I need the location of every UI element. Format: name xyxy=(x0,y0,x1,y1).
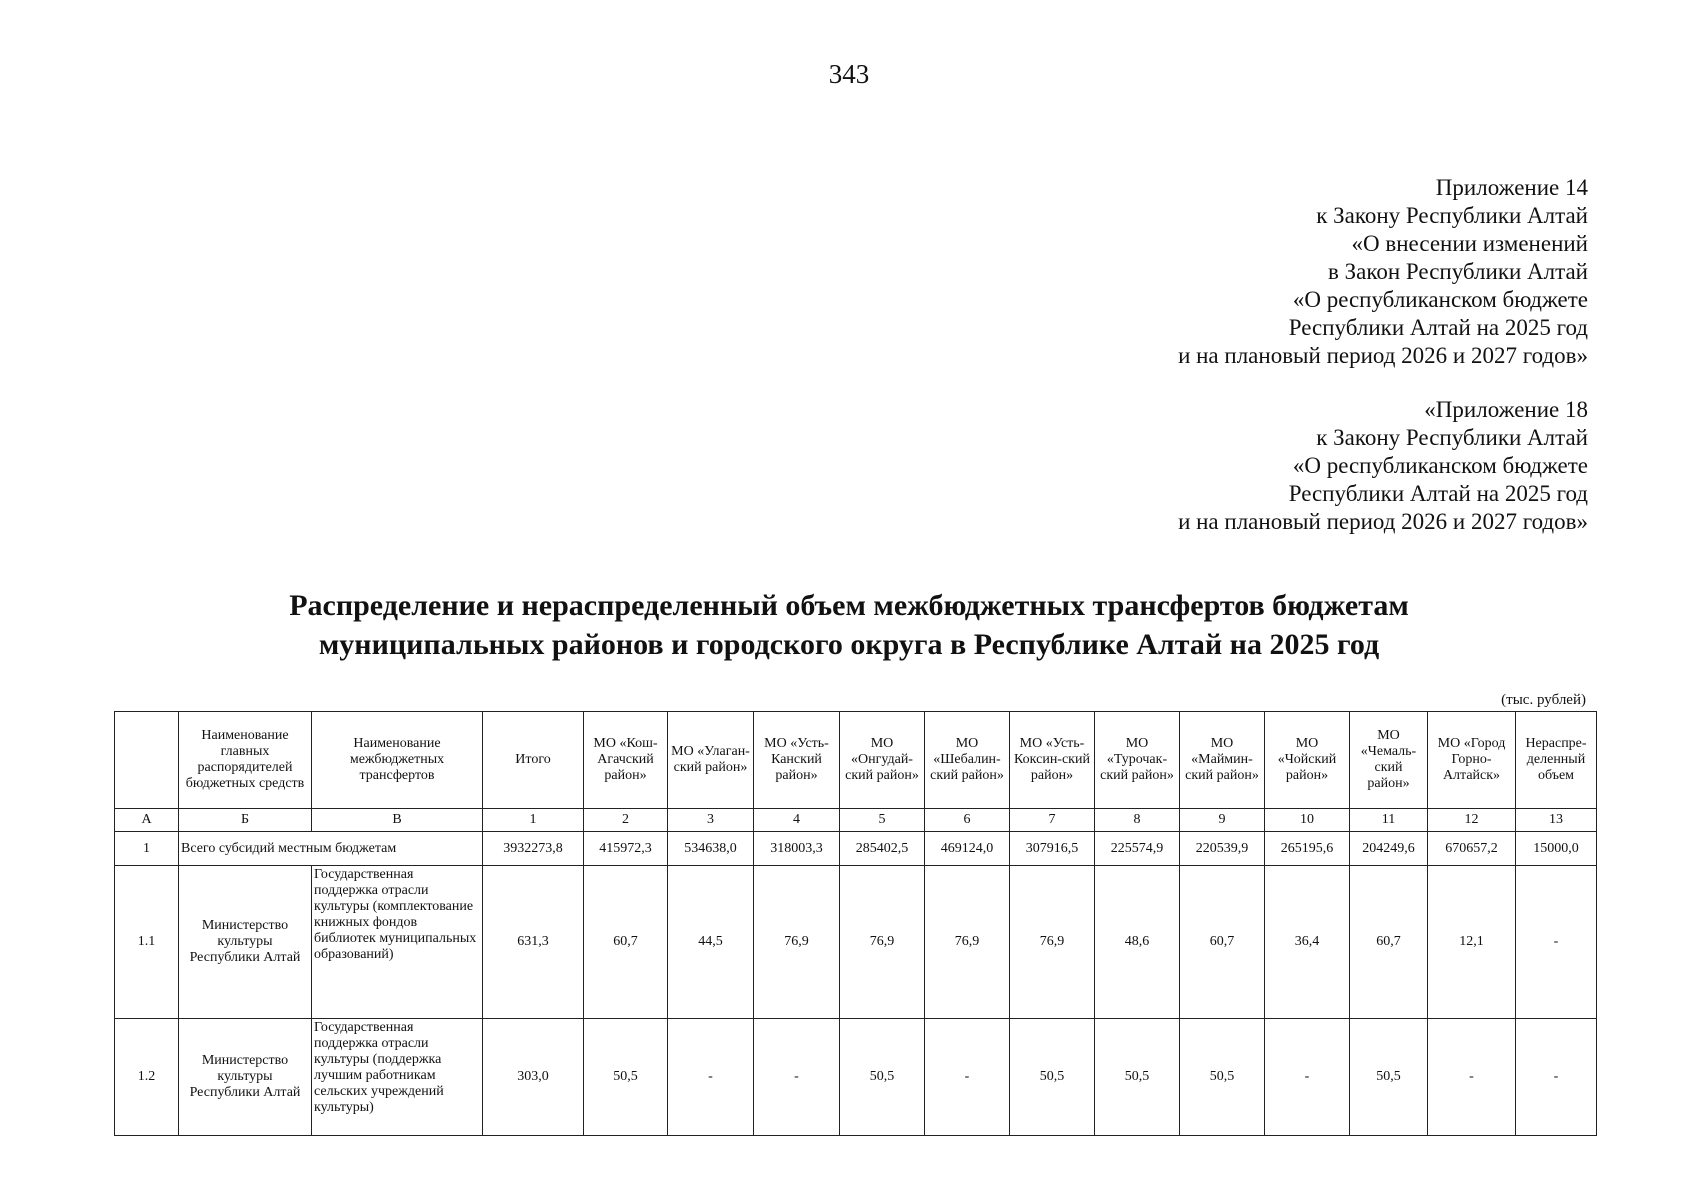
annex-14-line: «О внесении изменений xyxy=(1351,231,1588,256)
ministry-cell: Министерство культуры Республики Алтай xyxy=(179,866,312,1019)
value-cell: 534638,0 xyxy=(668,832,754,866)
value-cell: 670657,2 xyxy=(1428,832,1516,866)
value-cell: 3932273,8 xyxy=(483,832,584,866)
value-cell: 318003,3 xyxy=(754,832,840,866)
value-cell: 48,6 xyxy=(1095,866,1180,1019)
index-cell: 9 xyxy=(1180,809,1265,832)
table-header-row xyxy=(115,712,1597,809)
value-cell: 50,5 xyxy=(1095,1019,1180,1136)
annex-14-line: Республики Алтай на 2025 год xyxy=(1288,315,1588,340)
header-cell: Наименование межбюджетных трансфертов xyxy=(312,712,483,809)
value-cell: 631,3 xyxy=(483,866,584,1019)
value-cell: 204249,6 xyxy=(1350,832,1428,866)
index-cell: А xyxy=(115,809,179,832)
title-line: Распределение и нераспределенный объем межбюджетных трансфертов бюджетам xyxy=(289,589,1409,622)
index-cell: В xyxy=(312,809,483,832)
value-cell: 15000,0 xyxy=(1516,832,1597,866)
value-cell: 60,7 xyxy=(584,866,668,1019)
header-cell: Наименование главных распорядителей бюджетных средств xyxy=(179,712,312,809)
header-cell: МО «Усть-Коксин-ский район» xyxy=(1010,712,1095,809)
value-cell: 303,0 xyxy=(483,1019,584,1136)
index-cell: 10 xyxy=(1265,809,1350,832)
value-cell: 12,1 xyxy=(1428,866,1516,1019)
value-cell: 285402,5 xyxy=(840,832,925,866)
row-number: 1.2 xyxy=(115,1019,179,1136)
annex-14-heading xyxy=(1178,174,1588,370)
ministry-cell: Министерство культуры Республики Алтай xyxy=(179,1019,312,1136)
annex-18-line: к Закону Республики Алтай xyxy=(1316,425,1588,450)
annex-14-line: Приложение 14 xyxy=(1435,175,1588,200)
table-row xyxy=(115,1019,1597,1136)
header-cell: МО «Маймин-ский район» xyxy=(1180,712,1265,809)
table-row xyxy=(115,866,1597,1019)
index-cell: 7 xyxy=(1010,809,1095,832)
value-cell: 36,4 xyxy=(1265,866,1350,1019)
value-cell: 50,5 xyxy=(1180,1019,1265,1136)
index-cell: 5 xyxy=(840,809,925,832)
index-cell: 8 xyxy=(1095,809,1180,832)
index-cell: 4 xyxy=(754,809,840,832)
value-cell: 50,5 xyxy=(584,1019,668,1136)
value-cell: 307916,5 xyxy=(1010,832,1095,866)
index-cell: 2 xyxy=(584,809,668,832)
header-cell: МО «Турочак-ский район» xyxy=(1095,712,1180,809)
value-cell: 76,9 xyxy=(840,866,925,1019)
value-cell: - xyxy=(1265,1019,1350,1136)
value-cell: - xyxy=(754,1019,840,1136)
value-cell: 220539,9 xyxy=(1180,832,1265,866)
value-cell: 265195,6 xyxy=(1265,832,1350,866)
value-cell: 469124,0 xyxy=(925,832,1010,866)
transfers-table xyxy=(114,711,1597,1136)
header-cell: МО «Город Горно-Алтайск» xyxy=(1428,712,1516,809)
page-number: 343 xyxy=(828,59,870,89)
value-cell: - xyxy=(668,1019,754,1136)
value-cell: 50,5 xyxy=(1010,1019,1095,1136)
header-cell: МО «Улаган-ский район» xyxy=(668,712,754,809)
annex-14-line: «О республиканском бюджете xyxy=(1292,287,1588,312)
value-cell: - xyxy=(1428,1019,1516,1136)
value-cell: 44,5 xyxy=(668,866,754,1019)
annex-14-line: и на плановый период 2026 и 2027 годов» xyxy=(1178,343,1588,368)
header-cell: МО «Чойский район» xyxy=(1265,712,1350,809)
value-cell: - xyxy=(925,1019,1010,1136)
value-cell: 76,9 xyxy=(1010,866,1095,1019)
annex-14-line: к Закону Республики Алтай xyxy=(1316,203,1588,228)
annex-14-line: в Закон Республики Алтай xyxy=(1328,259,1588,284)
header-cell: МО «Чемаль-ский район» xyxy=(1350,712,1428,809)
index-cell: 6 xyxy=(925,809,1010,832)
annex-18-line: «О республиканском бюджете xyxy=(1292,453,1588,478)
transfer-cell: Государственная поддержка отрасли культуры (поддержка лучшим работникам сельских учреждений культуры) xyxy=(312,1019,483,1136)
header-cell: МО «Кош-Агачский район» xyxy=(584,712,668,809)
header-cell: МО «Шебалин-ский район» xyxy=(925,712,1010,809)
annex-18-line: «Приложение 18 xyxy=(1424,397,1588,422)
value-cell: 225574,9 xyxy=(1095,832,1180,866)
value-cell: 50,5 xyxy=(1350,1019,1428,1136)
index-cell: 11 xyxy=(1350,809,1428,832)
row-number: 1.1 xyxy=(115,866,179,1019)
annex-18-line: Республики Алтай на 2025 год xyxy=(1288,481,1588,506)
value-cell: 76,9 xyxy=(754,866,840,1019)
header-cell: МО «Усть-Канский район» xyxy=(754,712,840,809)
row-number: 1 xyxy=(115,832,179,866)
index-cell: 12 xyxy=(1428,809,1516,832)
column-index-row xyxy=(115,809,1597,832)
value-cell: 415972,3 xyxy=(584,832,668,866)
header-cell: Итого xyxy=(483,712,584,809)
value-cell: 76,9 xyxy=(925,866,1010,1019)
title-line: муниципальных районов и городского округа в Республике Алтай на 2025 год xyxy=(318,628,1380,661)
value-cell: 60,7 xyxy=(1180,866,1265,1019)
annex-18-line: и на плановый период 2026 и 2027 годов» xyxy=(1178,509,1588,534)
value-cell: - xyxy=(1516,866,1597,1019)
annex-18-heading xyxy=(1178,396,1588,536)
value-cell: 60,7 xyxy=(1350,866,1428,1019)
value-cell: 50,5 xyxy=(840,1019,925,1136)
index-cell: Б xyxy=(179,809,312,832)
transfer-cell: Государственная поддержка отрасли культуры (комплектование книжных фондов библиотек муниципальных образований) xyxy=(312,866,483,1019)
header-cell xyxy=(115,712,179,809)
header-cell: МО «Онгудай-ский район» xyxy=(840,712,925,809)
value-cell: - xyxy=(1516,1019,1597,1136)
total-label: Всего субсидий местным бюджетам xyxy=(179,832,483,866)
table-row-total xyxy=(115,832,1597,866)
document-title xyxy=(0,586,1698,664)
units-note: (тыс. рублей) xyxy=(1501,692,1586,708)
header-cell: Нераспре-деленный объем xyxy=(1516,712,1597,809)
index-cell: 3 xyxy=(668,809,754,832)
index-cell: 1 xyxy=(483,809,584,832)
index-cell: 13 xyxy=(1516,809,1597,832)
